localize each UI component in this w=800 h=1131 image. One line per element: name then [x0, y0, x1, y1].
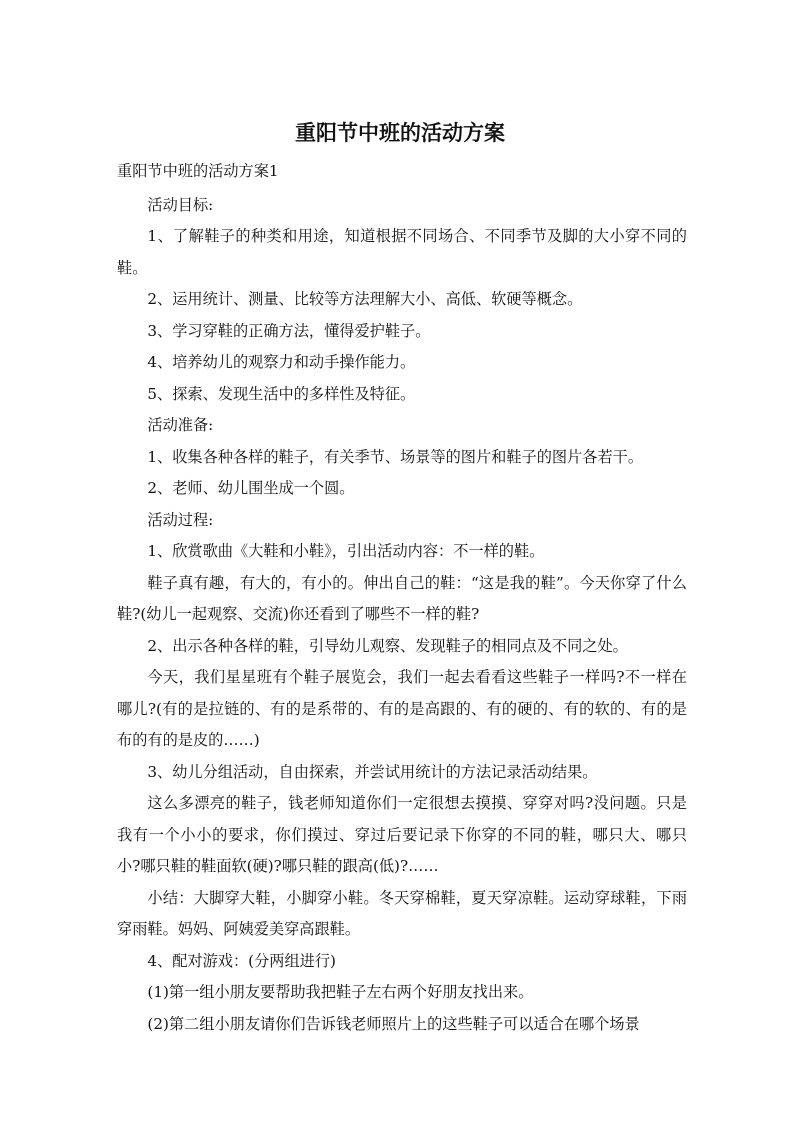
heading-activity-process: 活动过程:	[147, 510, 214, 529]
goal-item-3: 3、学习穿鞋的正确方法，懂得爱护鞋子。	[147, 321, 431, 340]
preparation-item-2: 2、老师、幼儿围坐成一个圆。	[147, 479, 355, 497]
game-group-2: (2)第二组小朋友请你们告诉钱老师照片上的这些鞋子可以适合在哪个场景	[147, 1014, 640, 1033]
process-step-4: 4、配对游戏：(分两组进行)	[147, 951, 336, 970]
goal-item-1: 1、了解鞋子的种类和用途，知道根据不同场合、不同季节及脚的大小穿不同的鞋。	[117, 227, 687, 277]
process-step-1-detail: 鞋子真有趣，有大的，有小的。伸出自己的鞋：“这是我的鞋”。今天你穿了什么鞋?(幼儿一起观察、交流)你还看到了哪些不一样的鞋?	[117, 573, 687, 623]
process-step-2: 2、出示各种各样的鞋，引导幼儿观察、发现鞋子的相同点及不同之处。	[147, 636, 628, 655]
heading-activity-goals: 活动目标:	[147, 195, 214, 214]
process-step-3-detail: 这么多漂亮的鞋子，钱老师知道你们一定很想去摸摸、穿穿对吗?没问题。只是我有一个小小的要求，你们摸过、穿过后要记录下你穿的不同的鞋，哪只大、哪只小?哪只鞋的鞋面软(硬)?哪只鞋的跟高(低)?……	[117, 794, 687, 875]
heading-activity-preparation: 活动准备:	[147, 416, 214, 434]
process-step-2-detail: 今天，我们星星班有个鞋子展览会，我们一起去看看这些鞋子一样吗?不一样在哪儿?(有的是拉链的、有的是系带的、有的是高跟的、有的硬的、有的软的、有的是布的有的是皮的……)	[117, 668, 687, 749]
document-title: 重阳节中班的活动方案	[295, 121, 505, 145]
goal-item-4: 4、培养幼儿的观察力和动手操作能力。	[147, 353, 416, 371]
summary-paragraph: 小结：大脚穿大鞋，小脚穿小鞋。冬天穿棉鞋，夏天穿凉鞋。运动穿球鞋，下雨穿雨鞋。妈妈、阿姨爱美穿高跟鞋。	[117, 888, 687, 938]
section-subtitle: 重阳节中班的活动方案1	[117, 162, 279, 180]
game-group-1: (1)第一组小朋友要帮助我把鞋子左右两个好朋友找出来。	[147, 983, 534, 1001]
goal-item-5: 5、探索、发现生活中的多样性及特征。	[147, 384, 416, 403]
process-step-1: 1、欣赏歌曲《大鞋和小鞋》，引出活动内容：不一样的鞋。	[147, 542, 545, 560]
document-body	[117, 156, 687, 1040]
preparation-item-1: 1、收集各种各样的鞋子，有关季节、场景等的图片和鞋子的图片各若干。	[147, 447, 644, 466]
goal-item-2: 2、运用统计、测量、比较等方法理解大小、高低、软硬等概念。	[147, 290, 583, 308]
process-step-3: 3、幼儿分组活动，自由探索，并尝试用统计的方法记录活动结果。	[147, 762, 598, 781]
